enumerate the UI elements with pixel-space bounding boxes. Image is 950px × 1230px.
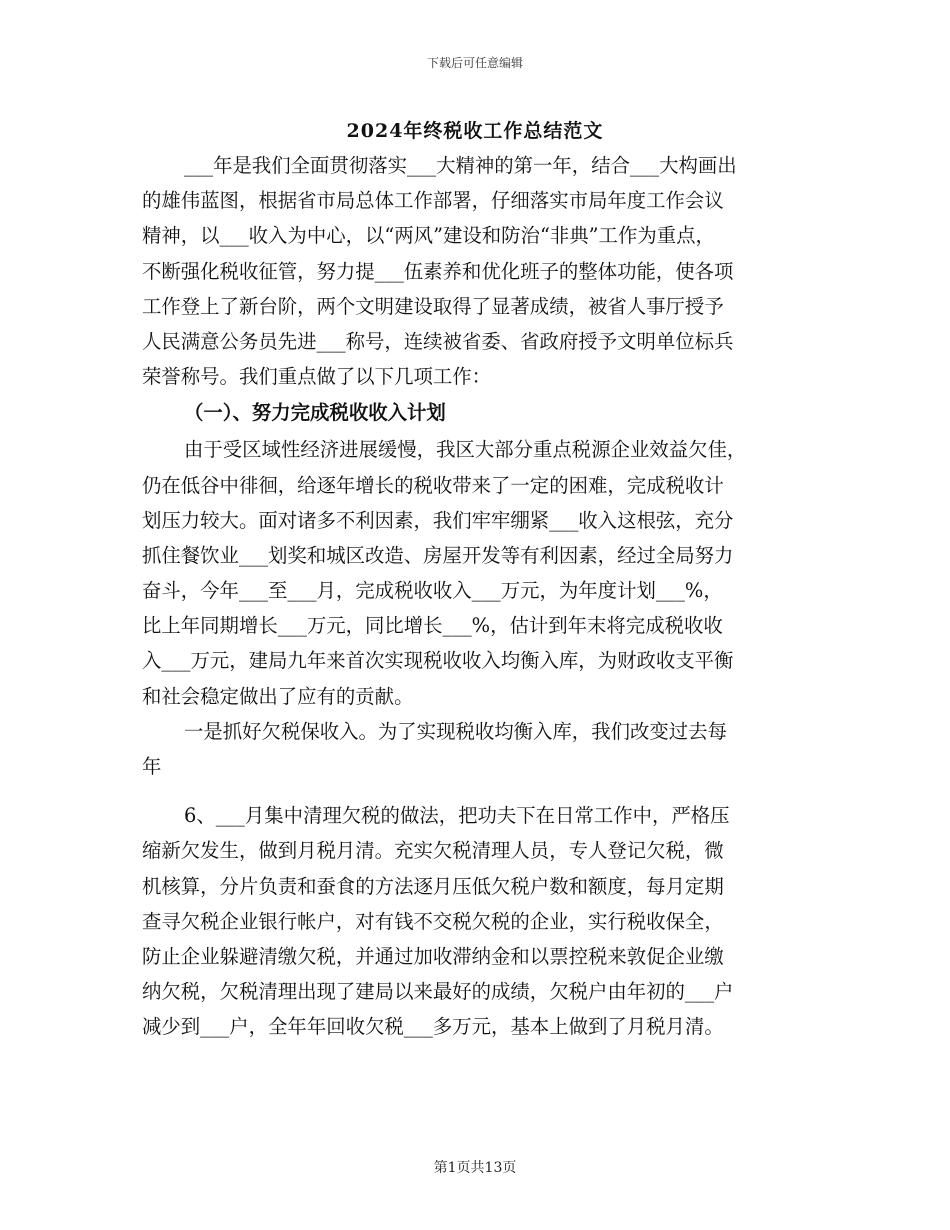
paragraph-2-line: 仍在低谷中徘徊，给逐年增长的税收带来了一定的困难，完成税收计 — [142, 473, 724, 497]
paragraph-3-line: 一是抓好欠税保收入。为了实现税收均衡入库，我们改变过去每 — [184, 719, 727, 743]
paragraph-gap — [142, 784, 814, 798]
paragraph-2-line: 由于受区域性经济进展缓慢，我区大部分重点税源企业效益欠佳， — [184, 438, 747, 462]
paragraph-1-line: 人民满意公务员先进___称号，连续被省委、省政府授予文明单位标兵 — [142, 329, 734, 353]
section-heading: （一）、努力完成税收收入计划 — [184, 401, 446, 425]
paragraph-1-line: 不断强化税收征管，努力提___伍素养和优化班子的整体功能，使各项 — [142, 259, 734, 283]
paragraph-3-line: 年 — [142, 755, 162, 778]
page-indicator: 第1页共13页 — [433, 1160, 517, 1176]
document-title: 2024年终税收工作总结范文 — [346, 120, 604, 142]
paragraph-2-line: 奋斗，今年___至___月，完成税收收入___万元，为年度计划___%， — [142, 579, 723, 603]
paragraph-1-line: 精神，以___收入为中心，以“两风”建设和防治“非典”工作为重点， — [142, 224, 715, 248]
paragraph-4-line: 缩新欠发生，做到月税月清。充实欠税清理人员，专人登记欠税，微 — [142, 839, 724, 863]
paragraph-1-line: 的雄伟蓝图，根据省市局总体工作部署，仔细落实市局年度工作会议 — [142, 189, 724, 213]
paragraph-4-line: 机核算，分片负责和蚕食的方法逐月压低欠税户数和额度，每月定期 — [142, 874, 724, 898]
paragraph-4-line: 6、___月集中清理欠税的做法，把功夫下在日常工作中，严格压 — [184, 804, 730, 828]
paragraph-2-line: 入___万元，建局九年来首次实现税收收入均衡入库，为财政收支平衡 — [142, 649, 734, 673]
paragraph-4-line: 减少到___户，全年年回收欠税___多万元，基本上做到了月税月清。 — [142, 1015, 724, 1039]
document-body — [142, 148, 814, 1045]
paragraph-4-line: 纳欠税，欠税清理出现了建局以来最好的成绩，欠税户由年初的___户 — [142, 980, 734, 1004]
paragraph-4-line: 防止企业躲避清缴欠税，并通过加收滞纳金和以票控税来敦促企业缴 — [142, 944, 724, 968]
paragraph-2-line: 抓住餐饮业___划奖和城区改造、房屋开发等有利因素，经过全局努力 — [142, 543, 734, 567]
paragraph-2-line: 和社会稳定做出了应有的贡献。 — [142, 684, 414, 708]
paragraph-2-line: 划压力较大。面对诸多不利因素，我们牢牢绷紧___收入这根弦，充分 — [142, 508, 734, 532]
paragraph-1-line: 荣誉称号。我们重点做了以下几项工作： — [142, 365, 492, 389]
paragraph-1-line: 工作登上了新台阶，两个文明建设取得了显著成绩，被省人事厅授予 — [142, 294, 724, 318]
header-note: 下载后可任意编辑 — [426, 56, 523, 70]
paragraph-4-line: 查寻欠税企业银行帐户，对有钱不交税欠税的企业，实行税收保全， — [142, 909, 724, 933]
paragraph-1-line: ___年是我们全面贯彻落实___大精神的第一年，结合___大构画出 — [184, 154, 737, 177]
paragraph-2-line: 比上年同期增长___万元，同比增长___%，估计到年末将完成税收收 — [142, 614, 723, 638]
